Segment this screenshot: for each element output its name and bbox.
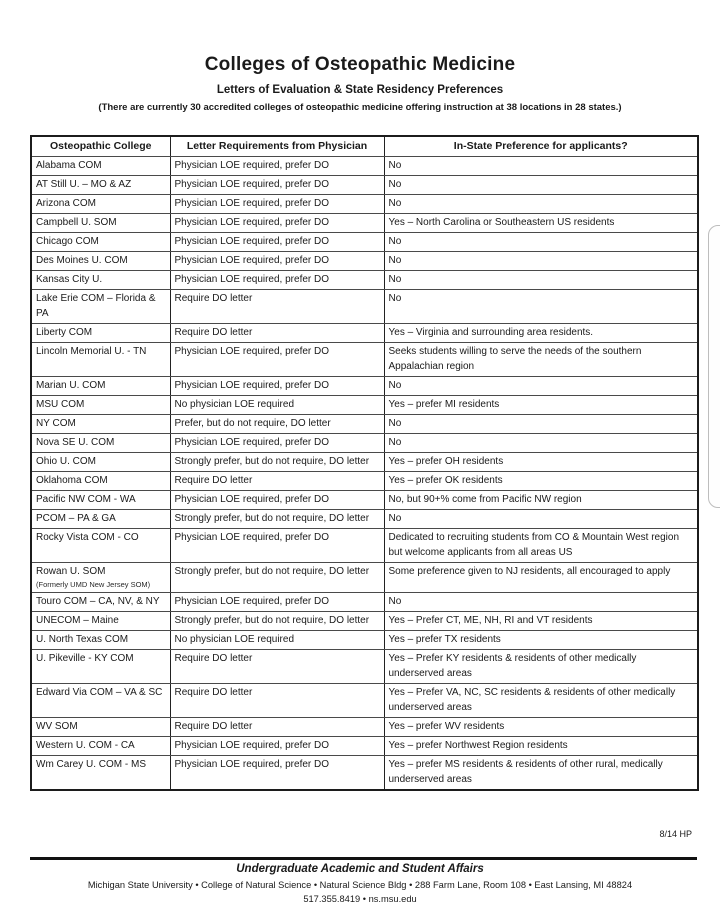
table-row: [31, 718, 698, 737]
preference-cell: No: [384, 593, 698, 612]
letter-requirement-cell: Require DO letter: [170, 684, 384, 718]
college-name: Des Moines U. COM: [36, 255, 128, 266]
college-cell: [31, 563, 170, 593]
table-row: [31, 271, 698, 290]
college-cell: [31, 650, 170, 684]
scrollbar-thumb[interactable]: [708, 225, 720, 508]
footer-department: Undergraduate Academic and Student Affairs: [236, 863, 484, 875]
letter-requirement-cell: Physician LOE required, prefer DO: [170, 529, 384, 563]
college-cell: [31, 195, 170, 214]
college-cell: [31, 214, 170, 233]
letter-requirement-cell: No physician LOE required: [170, 396, 384, 415]
table-row: [31, 343, 698, 377]
letter-requirement-cell: Physician LOE required, prefer DO: [170, 343, 384, 377]
college-name: Edward Via COM – VA & SC: [36, 687, 163, 698]
table-row: [31, 737, 698, 756]
college-name: Kansas City U.: [36, 274, 103, 285]
table-row: [31, 434, 698, 453]
col-header-college: Osteopathic College: [31, 136, 170, 157]
college-name: Campbell U. SOM: [36, 217, 117, 228]
preference-cell: Some preference given to NJ residents, all encouraged to apply: [384, 563, 698, 593]
college-name: MSU COM: [36, 399, 85, 410]
preference-cell: Yes – prefer OH residents: [384, 453, 698, 472]
letter-requirement-cell: Physician LOE required, prefer DO: [170, 377, 384, 396]
letter-requirement-cell: Physician LOE required, prefer DO: [170, 195, 384, 214]
college-cell: [31, 343, 170, 377]
college-cell: [31, 756, 170, 791]
preference-cell: No: [384, 510, 698, 529]
college-name: Arizona COM: [36, 198, 97, 209]
table-row: [31, 563, 698, 593]
letter-requirement-cell: Require DO letter: [170, 290, 384, 324]
table-row: [31, 290, 698, 324]
table-row: [31, 195, 698, 214]
table-row: [31, 453, 698, 472]
letter-requirement-cell: Require DO letter: [170, 650, 384, 684]
table-header-row: [31, 136, 698, 157]
letter-requirement-cell: Physician LOE required, prefer DO: [170, 756, 384, 791]
letter-requirement-cell: Strongly prefer, but do not require, DO letter: [170, 453, 384, 472]
table-row: [31, 631, 698, 650]
preference-cell: Dedicated to recruiting students from CO & Mountain West region but welcome applicants from all areas US: [384, 529, 698, 563]
college-cell: [31, 290, 170, 324]
table-row: [31, 415, 698, 434]
preference-cell: No: [384, 290, 698, 324]
letter-requirement-cell: Physician LOE required, prefer DO: [170, 157, 384, 176]
table-row: [31, 157, 698, 176]
letter-requirement-cell: Physician LOE required, prefer DO: [170, 252, 384, 271]
college-cell: [31, 176, 170, 195]
college-name: WV SOM: [36, 721, 78, 732]
footer-divider: [30, 857, 697, 860]
preference-cell: Yes – prefer Northwest Region residents: [384, 737, 698, 756]
table-row: [31, 650, 698, 684]
college-cell: [31, 324, 170, 343]
preference-cell: Yes – Prefer CT, ME, NH, RI and VT residents: [384, 612, 698, 631]
table-row: [31, 252, 698, 271]
table-row: [31, 529, 698, 563]
letter-requirement-cell: Prefer, but do not require, DO letter: [170, 415, 384, 434]
preference-cell: No: [384, 271, 698, 290]
table-row: [31, 593, 698, 612]
college-name: PCOM – PA & GA: [36, 513, 116, 524]
college-name: Ohio U. COM: [36, 456, 97, 467]
preference-cell: No: [384, 233, 698, 252]
preference-cell: No: [384, 377, 698, 396]
college-name: Western U. COM - CA: [36, 740, 135, 751]
letter-requirement-cell: Require DO letter: [170, 472, 384, 491]
page-mark: 8/14 HP: [659, 829, 692, 839]
preference-cell: No, but 90+% come from Pacific NW region: [384, 491, 698, 510]
letter-requirement-cell: No physician LOE required: [170, 631, 384, 650]
college-cell: [31, 612, 170, 631]
preference-cell: No: [384, 176, 698, 195]
college-cell: [31, 157, 170, 176]
college-cell: [31, 510, 170, 529]
college-cell: [31, 396, 170, 415]
college-cell: [31, 593, 170, 612]
college-cell: [31, 434, 170, 453]
letter-requirement-cell: Physician LOE required, prefer DO: [170, 233, 384, 252]
table-row: [31, 684, 698, 718]
college-cell: [31, 415, 170, 434]
college-name: Wm Carey U. COM - MS: [36, 759, 146, 770]
college-cell: [31, 377, 170, 396]
college-cell: [31, 684, 170, 718]
page-title: Colleges of Osteopathic Medicine: [204, 54, 516, 75]
college-name: AT Still U. – MO & AZ: [36, 179, 132, 190]
letter-requirement-cell: Physician LOE required, prefer DO: [170, 214, 384, 233]
college-name: U. Pikeville - KY COM: [36, 653, 134, 664]
page-subtitle: Letters of Evaluation & State Residency Preferences: [216, 84, 504, 96]
preference-cell: No: [384, 157, 698, 176]
letter-requirement-cell: Require DO letter: [170, 718, 384, 737]
letter-requirement-cell: Strongly prefer, but do not require, DO letter: [170, 510, 384, 529]
table-row: [31, 324, 698, 343]
college-name: Liberty COM: [36, 327, 93, 338]
table-row: [31, 396, 698, 415]
college-name: Lincoln Memorial U. - TN: [36, 346, 147, 357]
preference-cell: Yes – prefer OK residents: [384, 472, 698, 491]
preference-cell: Yes – prefer TX residents: [384, 631, 698, 650]
letter-requirement-cell: Physician LOE required, prefer DO: [170, 593, 384, 612]
preference-cell: No: [384, 434, 698, 453]
table-row: [31, 214, 698, 233]
college-name: Pacific NW COM - WA: [36, 494, 136, 505]
college-cell: [31, 453, 170, 472]
letter-requirement-cell: Physician LOE required, prefer DO: [170, 434, 384, 453]
college-cell: [31, 737, 170, 756]
colleges-table: [30, 135, 699, 791]
preference-cell: No: [384, 415, 698, 434]
college-name: Rowan U. SOM: [36, 566, 106, 577]
col-header-instate-preference: In-State Preference for applicants?: [384, 136, 698, 157]
preference-cell: Yes – North Carolina or Southeastern US residents: [384, 214, 698, 233]
letter-requirement-cell: Physician LOE required, prefer DO: [170, 271, 384, 290]
footer-address: Michigan State University • College of Natural Science • Natural Science Bldg • 288 Farm Lane, Room 108 • East Lansing, MI 48824: [87, 880, 633, 890]
preference-cell: Yes – prefer MI residents: [384, 396, 698, 415]
preference-cell: Seeks students willing to serve the needs of the southern Appalachian region: [384, 343, 698, 377]
footer-contact: 517.355.8419 • ns.msu.edu: [303, 894, 417, 904]
college-name: Touro COM – CA, NV, & NY: [36, 596, 160, 607]
college-note: (Formerly UMD New Jersey SOM): [36, 580, 151, 589]
college-name: Lake Erie COM – Florida & PA: [36, 293, 156, 319]
table-row: [31, 756, 698, 791]
preference-cell: Yes – prefer WV residents: [384, 718, 698, 737]
letter-requirement-cell: Require DO letter: [170, 324, 384, 343]
table-row: [31, 612, 698, 631]
college-name: Rocky Vista COM - CO: [36, 532, 139, 543]
college-cell: [31, 271, 170, 290]
table-row: [31, 233, 698, 252]
preference-cell: Yes – Prefer KY residents & residents of other medically underserved areas: [384, 650, 698, 684]
table-row: [31, 176, 698, 195]
table-row: [31, 377, 698, 396]
letter-requirement-cell: Physician LOE required, prefer DO: [170, 491, 384, 510]
college-name: NY COM: [36, 418, 76, 429]
table-row: [31, 472, 698, 491]
preference-cell: No: [384, 252, 698, 271]
preference-cell: No: [384, 195, 698, 214]
college-name: Chicago COM: [36, 236, 99, 247]
college-cell: [31, 252, 170, 271]
college-cell: [31, 631, 170, 650]
letter-requirement-cell: Strongly prefer, but do not require, DO letter: [170, 563, 384, 593]
preference-cell: Yes – prefer MS residents & residents of other rural, medically underserved areas: [384, 756, 698, 791]
college-name: Alabama COM: [36, 160, 102, 171]
college-name: UNECOM – Maine: [36, 615, 119, 626]
letter-requirement-cell: Physician LOE required, prefer DO: [170, 176, 384, 195]
college-cell: [31, 718, 170, 737]
preference-cell: Yes – Prefer VA, NC, SC residents & residents of other medically underserved areas: [384, 684, 698, 718]
college-name: U. North Texas COM: [36, 634, 129, 645]
college-cell: [31, 472, 170, 491]
letter-requirement-cell: Physician LOE required, prefer DO: [170, 737, 384, 756]
accreditation-note: (There are currently 30 accredited colleges of osteopathic medicine offering instruction at 38 locations in 28 states.): [98, 102, 622, 113]
college-cell: [31, 529, 170, 563]
preference-cell: Yes – Virginia and surrounding area residents.: [384, 324, 698, 343]
college-name: Nova SE U. COM: [36, 437, 115, 448]
letter-requirement-cell: Strongly prefer, but do not require, DO letter: [170, 612, 384, 631]
college-cell: [31, 491, 170, 510]
table-row: [31, 491, 698, 510]
college-name: Oklahoma COM: [36, 475, 108, 486]
col-header-letter-requirements: Letter Requirements from Physician: [170, 136, 384, 157]
college-cell: [31, 233, 170, 252]
table-row: [31, 510, 698, 529]
college-name: Marian U. COM: [36, 380, 106, 391]
